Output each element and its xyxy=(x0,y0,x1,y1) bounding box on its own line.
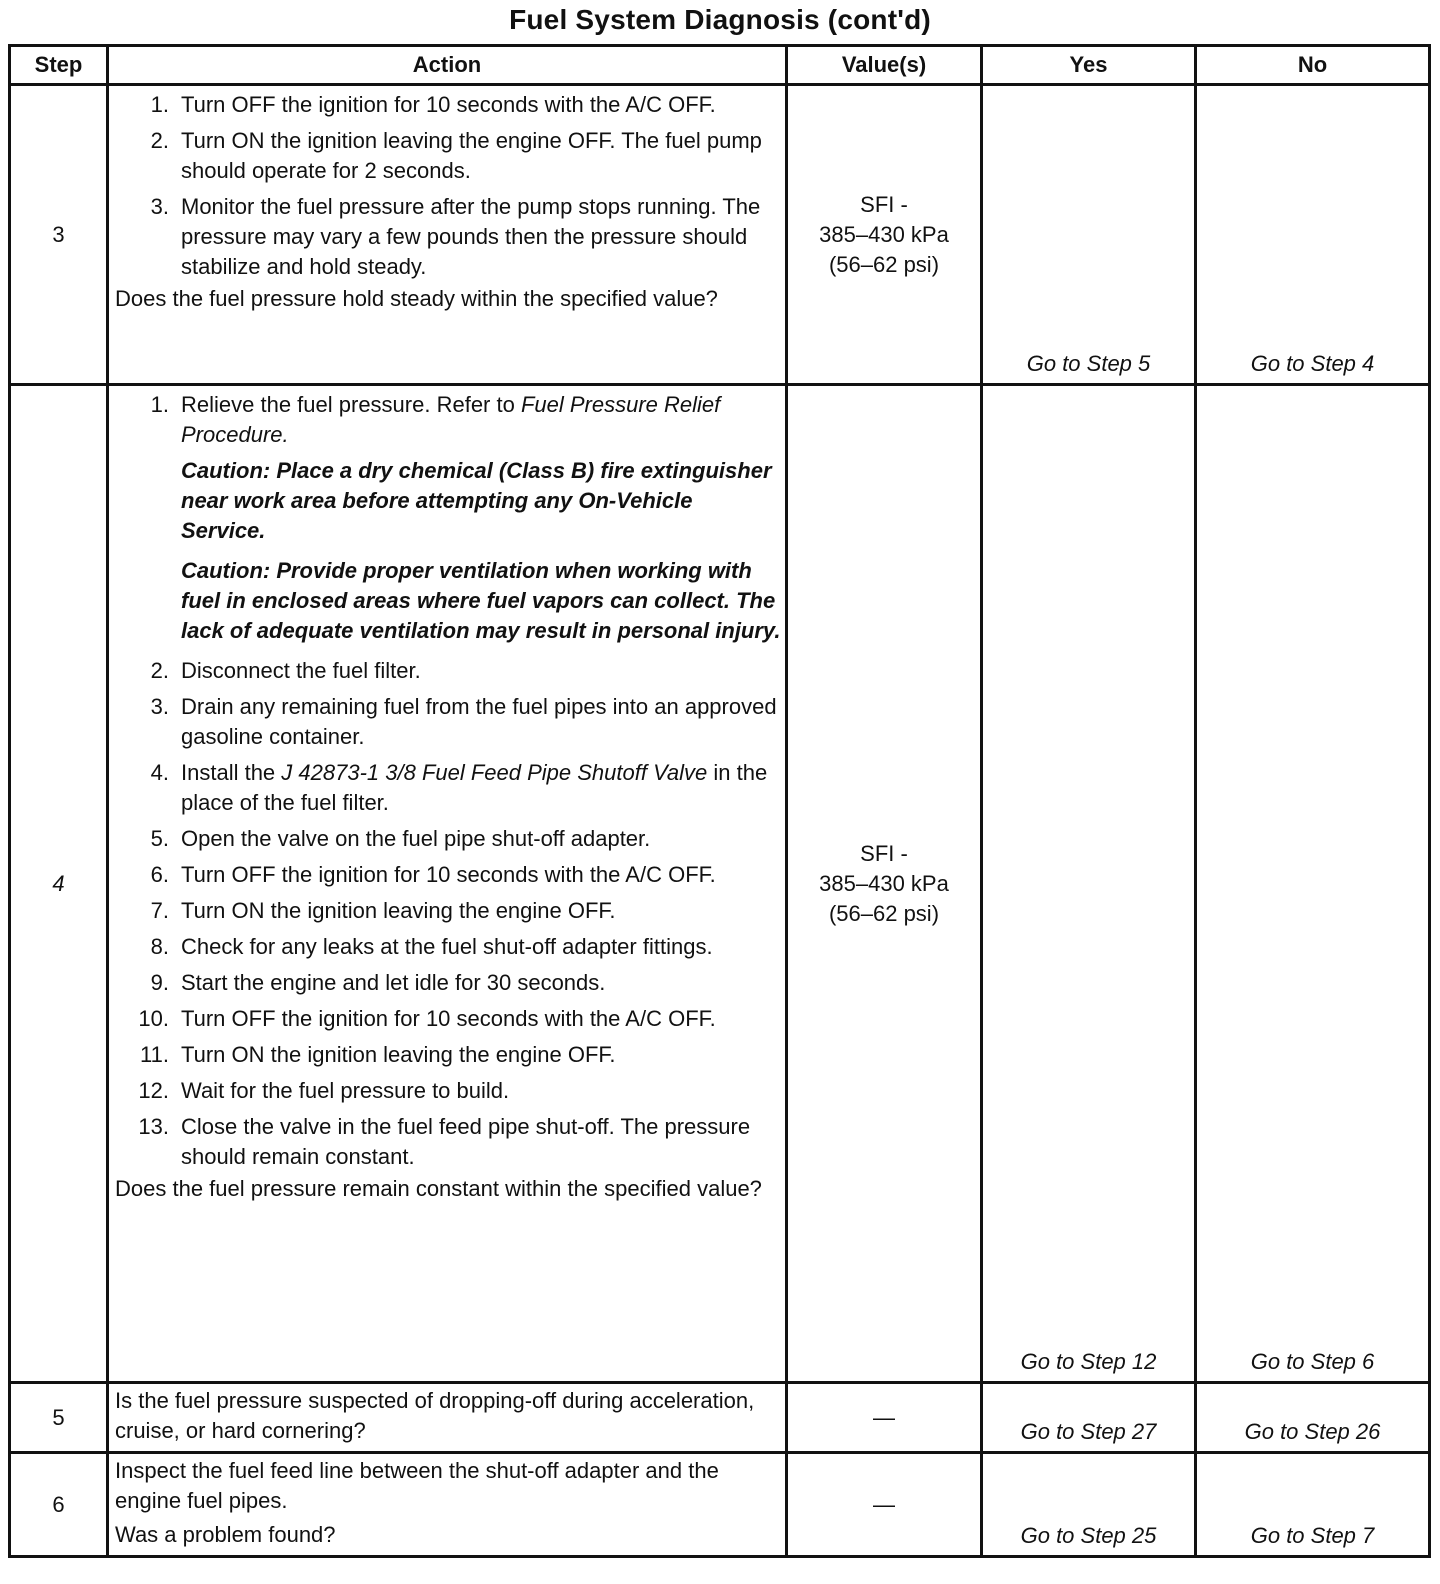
action-question: Was a problem found? xyxy=(115,1522,336,1547)
list-item: 9. Start the engine and let idle for 30 seconds. xyxy=(150,970,606,995)
list-item: 2. Turn ON the ignition leaving the engine OFF. The fuel pump should operate for 2 seconds. xyxy=(150,128,762,183)
list-item: 5. Open the valve on the fuel pipe shut-off adapter. xyxy=(150,826,651,851)
step-number: 6 xyxy=(10,1453,108,1557)
list-item: 2. Disconnect the fuel filter. xyxy=(150,658,421,683)
action-cell xyxy=(108,1383,787,1453)
value-line: SFI - xyxy=(860,191,908,217)
no-cell: Go to Step 7 xyxy=(1196,1453,1430,1557)
step-number: 5 xyxy=(10,1383,108,1453)
action-cell xyxy=(108,85,787,385)
table-row-step-5 xyxy=(10,1383,1430,1453)
value-line: (56–62 psi) xyxy=(828,251,940,277)
no-cell: Go to Step 6 xyxy=(1196,385,1430,1383)
header-step: Step xyxy=(10,46,108,85)
table-row-step-6 xyxy=(10,1453,1430,1557)
action-question: Is the fuel pressure suspected of dropping-off during acceleration, cruise, or hard cornering? xyxy=(115,1388,755,1443)
header-action: Action xyxy=(108,46,787,85)
value-cell xyxy=(787,385,982,1383)
list-item: 6. Turn OFF the ignition for 10 seconds with the A/C OFF. xyxy=(150,862,716,887)
list-item: 8. Check for any leaks at the fuel shut-off adapter fittings. xyxy=(150,934,713,959)
value-cell xyxy=(787,85,982,385)
list-item: 3. Drain any remaining fuel from the fuel pipes into an approved gasoline container. xyxy=(150,694,777,749)
yes-cell: Go to Step 27 xyxy=(982,1383,1196,1453)
caution-note: Caution: Place a dry chemical (Class B) fire extinguisher near work area before attempting any On-Vehicle Service. xyxy=(181,458,772,543)
action-list xyxy=(115,390,781,450)
list-item: 11. Turn ON the ignition leaving the engine OFF. xyxy=(140,1042,616,1067)
list-item: 1. Relieve the fuel pressure. Refer to Fuel Pressure Relief Procedure. xyxy=(150,392,721,447)
action-question: Does the fuel pressure remain constant within the specified value? xyxy=(115,1176,762,1201)
step-number: 4 xyxy=(10,385,108,1383)
action-cell xyxy=(108,1453,787,1557)
yes-cell: Go to Step 12 xyxy=(982,385,1196,1383)
value-cell: — xyxy=(787,1453,982,1557)
header-yes: Yes xyxy=(982,46,1196,85)
value-line: (56–62 psi) xyxy=(828,900,940,926)
list-item: 13. Close the valve in the fuel feed pipe shut-off. The pressure should remain constant. xyxy=(138,1114,751,1169)
action-cell xyxy=(108,385,787,1383)
list-item: 1. Turn OFF the ignition for 10 seconds with the A/C OFF. xyxy=(150,92,716,117)
step-number: 3 xyxy=(10,85,108,385)
no-cell: Go to Step 4 xyxy=(1196,85,1430,385)
list-item: 4. Install the J 42873-1 3/8 Fuel Feed Pipe Shutoff Valve in the place of the fuel filter. xyxy=(150,760,768,815)
header-row xyxy=(10,46,1430,85)
page-title: Fuel System Diagnosis (cont'd) xyxy=(509,4,931,35)
diagnosis-table xyxy=(8,44,1431,1558)
action-list xyxy=(115,90,781,282)
action-list xyxy=(115,656,781,1172)
yes-cell: Go to Step 5 xyxy=(982,85,1196,385)
header-no: No xyxy=(1196,46,1430,85)
table-row-step-4 xyxy=(10,385,1430,1383)
list-item: 7. Turn ON the ignition leaving the engine OFF. xyxy=(150,898,616,923)
value-line: 385–430 kPa xyxy=(819,870,949,896)
value-line: SFI - xyxy=(860,840,908,866)
table-row-step-3 xyxy=(10,85,1430,385)
no-cell: Go to Step 26 xyxy=(1196,1383,1430,1453)
list-item: 12. Wait for the fuel pressure to build. xyxy=(138,1078,510,1103)
action-text: Inspect the fuel feed line between the shut-off adapter and the engine fuel pipes. xyxy=(115,1458,719,1513)
value-line: 385–430 kPa xyxy=(819,221,949,247)
action-question: Does the fuel pressure hold steady within the specified value? xyxy=(115,286,718,311)
caution-note: Caution: Provide proper ventilation when working with fuel in enclosed areas where fuel vapors can collect. The lack of adequate ventilation may result in personal injury. xyxy=(181,558,781,643)
list-item: 10. Turn OFF the ignition for 10 seconds with the A/C OFF. xyxy=(138,1006,716,1031)
list-item: 3. Monitor the fuel pressure after the pump stops running. The pressure may vary a few pounds then the pressure should stabilize and hold steady. xyxy=(150,194,761,279)
yes-cell: Go to Step 25 xyxy=(982,1453,1196,1557)
header-values: Value(s) xyxy=(787,46,982,85)
value-cell: — xyxy=(787,1383,982,1453)
